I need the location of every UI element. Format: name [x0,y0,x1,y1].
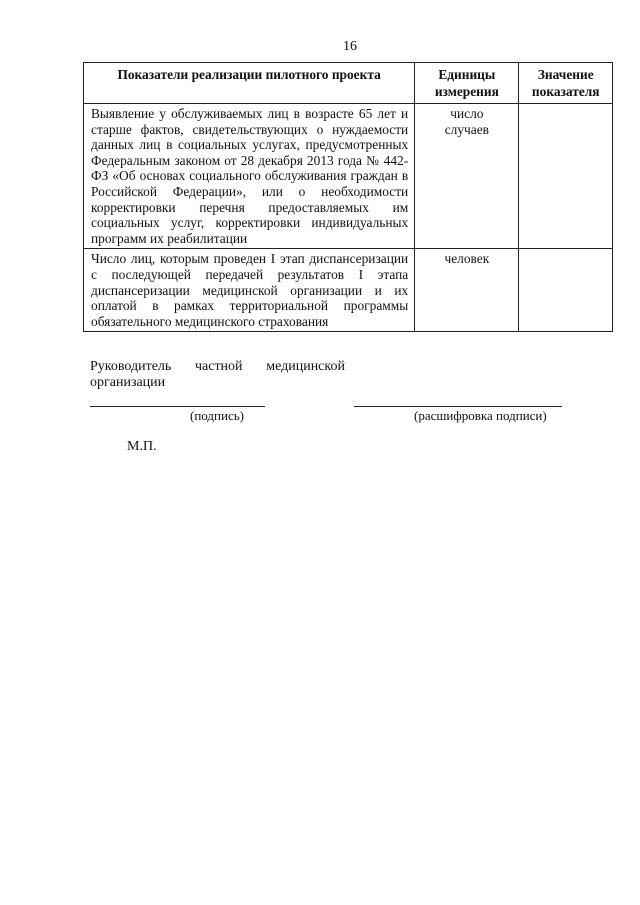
row1-units-line2: случаев [444,121,489,137]
signature-line [90,406,265,407]
table-header-row [84,63,613,104]
indicators-table [83,62,613,332]
row2-units [415,249,519,332]
header-value [519,63,613,104]
signatory-word-1: Руководитель [90,359,172,374]
header-units-line1: Единицы [438,67,496,82]
signatory-word-3: медицинской [266,359,345,374]
signatory-title-line1 [90,359,345,375]
header-units [415,63,519,104]
stamp-place: М.П. [127,439,157,454]
signature-label: (подпись) [190,408,244,423]
decryption-label: (расшифровка подписи) [414,408,547,423]
row1-value [519,104,613,249]
row2-value [519,249,613,332]
row1-units-line1: число [450,106,484,121]
signatory-title-line2: организации [90,375,166,390]
table-row [84,104,613,249]
signatory-word-2: частной [194,359,243,374]
header-indicator: Показатели реализации пилотного проекта [84,63,415,104]
page-number: 16 [343,39,357,54]
header-units-line2: измерения [434,84,499,99]
header-value-line1: Значение [537,67,594,82]
row2-units-line1: человек [444,251,490,267]
signatory-title [90,359,345,391]
row1-units [415,104,519,249]
header-value-line2: показателя [531,84,600,99]
row2-indicator: Число лиц, которым проведен I этап диспансеризации с последующей передачей результатов I этапа диспансеризации медицинской организации и их оплатой в рамках территориальной программы обязательного медицинского страхования [84,249,415,332]
decryption-line [354,406,562,407]
table-row [84,249,613,332]
row1-indicator: Выявление у обслуживаемых лиц в возрасте 65 лет и старше фактов, свидетельствующих о нуждаемости данных лиц в социальных услугах, предусмотренных Федеральным законом от 28 декабря 2013 года № 442-ФЗ «Об основах социального обслуживания граждан в Российской Федерации», или о необходимости корректировки перечня предоставляемых им социальных услуг, корректировки индивидуальных программ их реабилитации [84,104,415,249]
